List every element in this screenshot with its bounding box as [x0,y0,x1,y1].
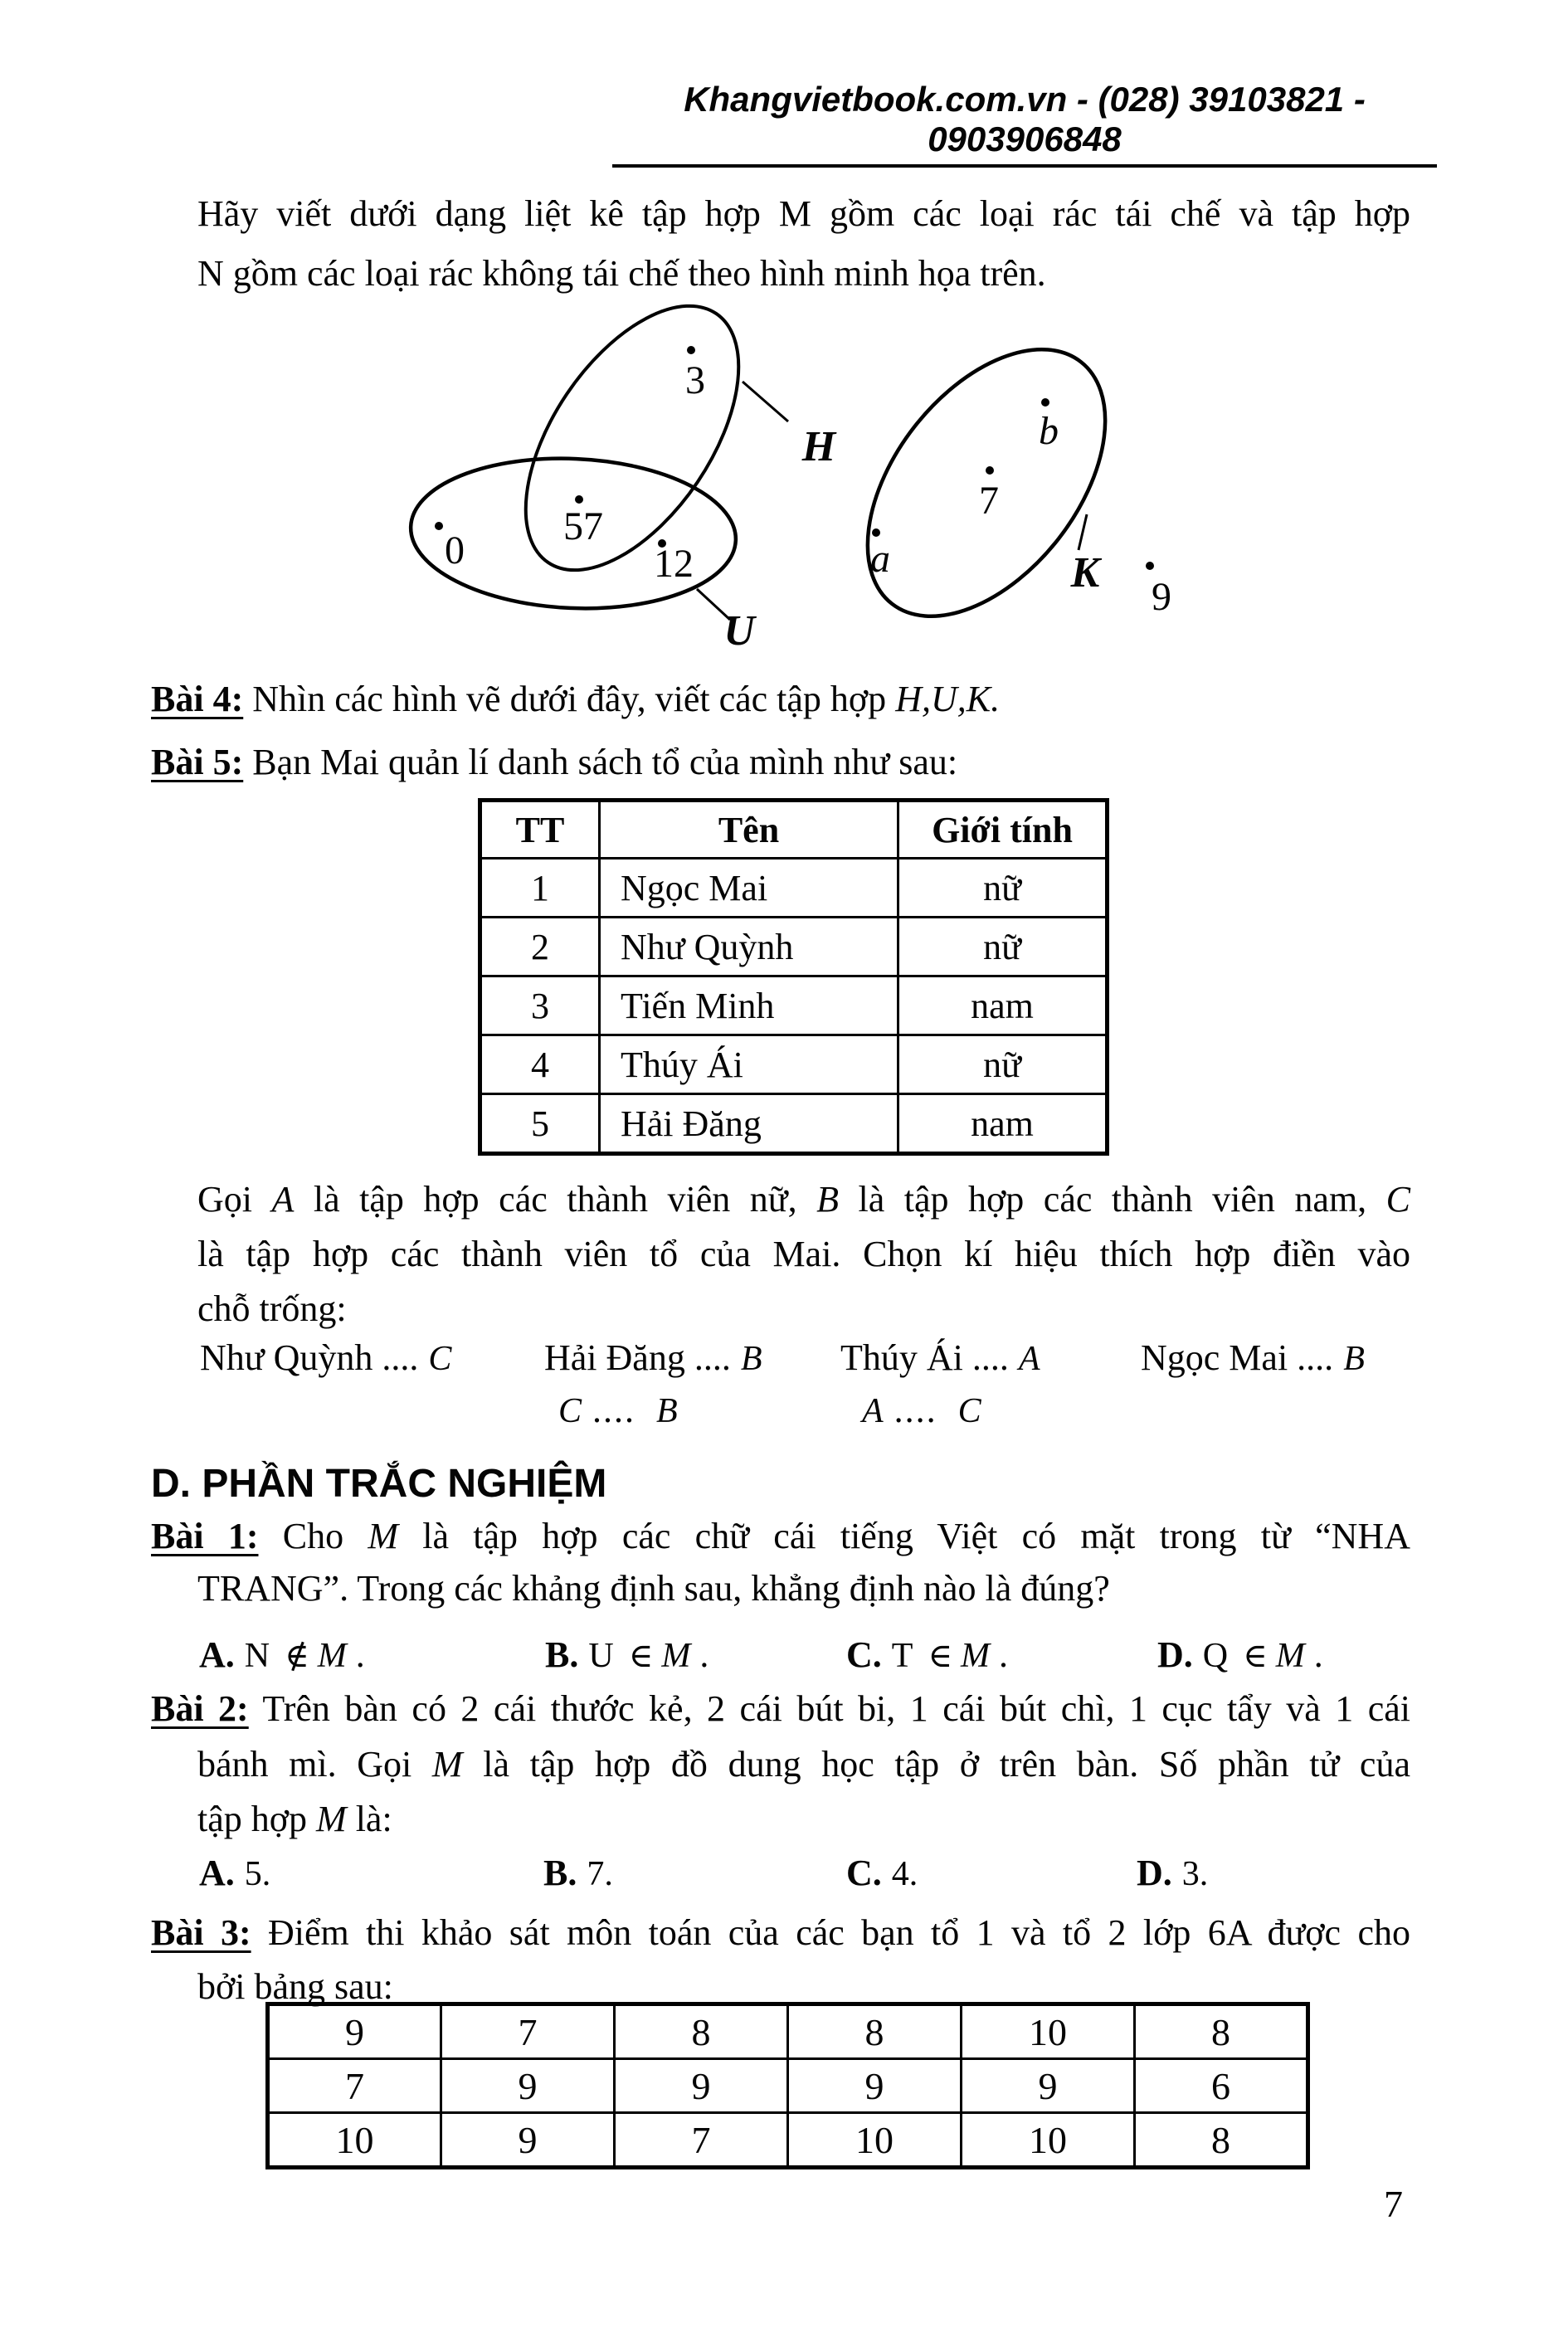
blank-c-b: C .... B [558,1390,678,1430]
point-dot-b [1041,398,1049,407]
exercise-2-line-2: bánh mì. Gọi M là tập hợp đồ dung học tập ở trên bàn. Số phần tử của [197,1744,1410,1785]
point-dot-7 [986,466,994,475]
option-1a: A. N ∉ M . [199,1634,365,1675]
option-1b: B. U ∈ M . [545,1634,709,1675]
header-text: Khangvietbook.com.vn - (028) 39103821 - 0903906848 [684,80,1366,158]
exercise-1-line-2: TRANG”. Trong các khảng định sau, khẳng định nào là đúng? [197,1568,1110,1609]
option-2b: B. 7. [543,1853,613,1893]
element-of-symbol: ∈ [628,1637,654,1675]
point-dot-3 [687,346,695,354]
venn-diagram [0,303,1568,680]
set-m: M [431,1744,463,1785]
leader-line-k [1079,514,1087,550]
exercise-3-label: Bài 3: [151,1912,251,1953]
point-dot-a [872,528,880,537]
point-label-7: 7 [979,479,999,523]
exercise-3-line-1: Bài 3: Điểm thi khảo sát môn toán của các bạn tổ 1 và tổ 2 lớp 6A được cho [151,1912,1410,1953]
exercise-3-line-2: bởi bảng sau: [197,1966,393,2007]
table-row: 4 Thúy Ái nữ [480,1035,1108,1094]
exercise-4-label: Bài 4: [151,679,244,719]
table-row: 3 Tiến Minh nam [480,976,1108,1035]
exercise-1-label: Bài 1: [151,1516,259,1556]
blank-ngoc-mai: Ngọc Mai .... B [1141,1337,1365,1378]
col-header-gioitinh: Giới tính [898,801,1108,859]
exercise-4-line: Bài 4: Nhìn các hình vẽ dưới đây, viết các tập hợp H,U,K. [151,679,1001,719]
math-huk: H,U,K. [895,679,1001,719]
point-label-b: b [1039,409,1059,453]
col-header-tt: TT [480,801,600,859]
point-dot-0 [435,522,443,530]
point-label-a: a [870,537,890,581]
exercise-5-label: Bài 5: [151,742,244,782]
venn-ellipse-h [483,303,782,606]
exercise-2-line-1: Bài 2: Trên bàn có 2 cái thước kẻ, 2 cái bút bi, 1 cái bút chì, 1 cục tẩy và 1 cái [151,1688,1410,1729]
table-row: 7 9 9 9 9 6 [268,2059,1308,2113]
point-label-0: 0 [445,528,465,572]
roster-table [478,798,1109,1156]
not-element-of-symbol: ∉ [285,1637,309,1675]
scores-table [265,2002,1310,2169]
blank-nhu-quynh: Như Quỳnh .... C [200,1337,452,1378]
membership-line-1: Gọi A là tập hợp các thành viên nữ, B là tập hợp các thành viên nam, C [197,1179,1411,1220]
point-label-9: 9 [1152,575,1171,619]
intro-line-1: Hãy viết dưới dạng liệt kê tập hợp M gồm các loại rác tái chế và tập hợp [197,193,1410,234]
option-2a: A. 5. [199,1853,271,1893]
element-of-symbol: ∈ [1243,1637,1268,1675]
set-label-k: K [1070,549,1100,597]
point-dot-57 [575,495,583,504]
table-row: 5 Hải Đăng nam [480,1094,1108,1154]
col-header-ten: Tên [600,801,898,859]
set-m: M [368,1516,399,1556]
point-dot-9 [1146,562,1154,570]
membership-line-2: là tập hợp các thành viên tổ của Mai. Chọn kí hiệu thích hợp điền vào [197,1234,1410,1274]
set-label-u: U [723,607,755,655]
exercise-2-line-3: tập hợp M là: [197,1799,392,1839]
option-2c: C. 4. [846,1853,918,1893]
leader-line-h [743,382,788,421]
set-m: M [316,1799,347,1839]
option-1d: D. Q ∈ M . [1157,1634,1323,1675]
membership-line-3: chỗ trống: [197,1288,347,1329]
point-label-57: 57 [563,504,603,548]
set-c: C [1385,1179,1411,1220]
exercise-5-line: Bài 5: Bạn Mai quản lí danh sách tổ của mình như sau: [151,742,958,782]
table-row: 9 7 8 8 10 8 [268,2004,1308,2059]
page-header [612,80,1437,168]
page-number: 7 [1384,2183,1403,2225]
table-row: 1 Ngọc Mai nữ [480,859,1108,918]
point-label-3: 3 [685,358,705,402]
option-1c: C. T ∈ M . [846,1634,1009,1675]
blank-hai-dang: Hải Đăng .... B [544,1337,762,1378]
set-a: A [271,1179,295,1220]
table-row: 2 Như Quỳnh nữ [480,918,1108,976]
point-label-12: 12 [654,542,694,586]
set-label-h: H [801,423,836,470]
exercise-2-label: Bài 2: [151,1688,249,1729]
exercise-1-line-1: Bài 1: Cho M là tập hợp các chữ cái tiếng Việt có mặt trong từ “NHA [151,1516,1410,1556]
element-of-symbol: ∈ [928,1637,953,1675]
blank-thuy-ai: Thúy Ái .... A [840,1337,1040,1378]
set-b: B [816,1179,840,1220]
blank-a-c: A .... C [862,1390,981,1430]
option-2d: D. 3. [1137,1853,1209,1893]
section-heading-d: D. PHẦN TRẮC NGHIỆM [151,1462,607,1506]
table-row: 10 9 7 10 10 8 [268,2113,1308,2168]
intro-line-2: N gồm các loại rác không tái chế theo hình minh họa trên. [197,253,1046,294]
roster-header-row [480,801,1108,859]
